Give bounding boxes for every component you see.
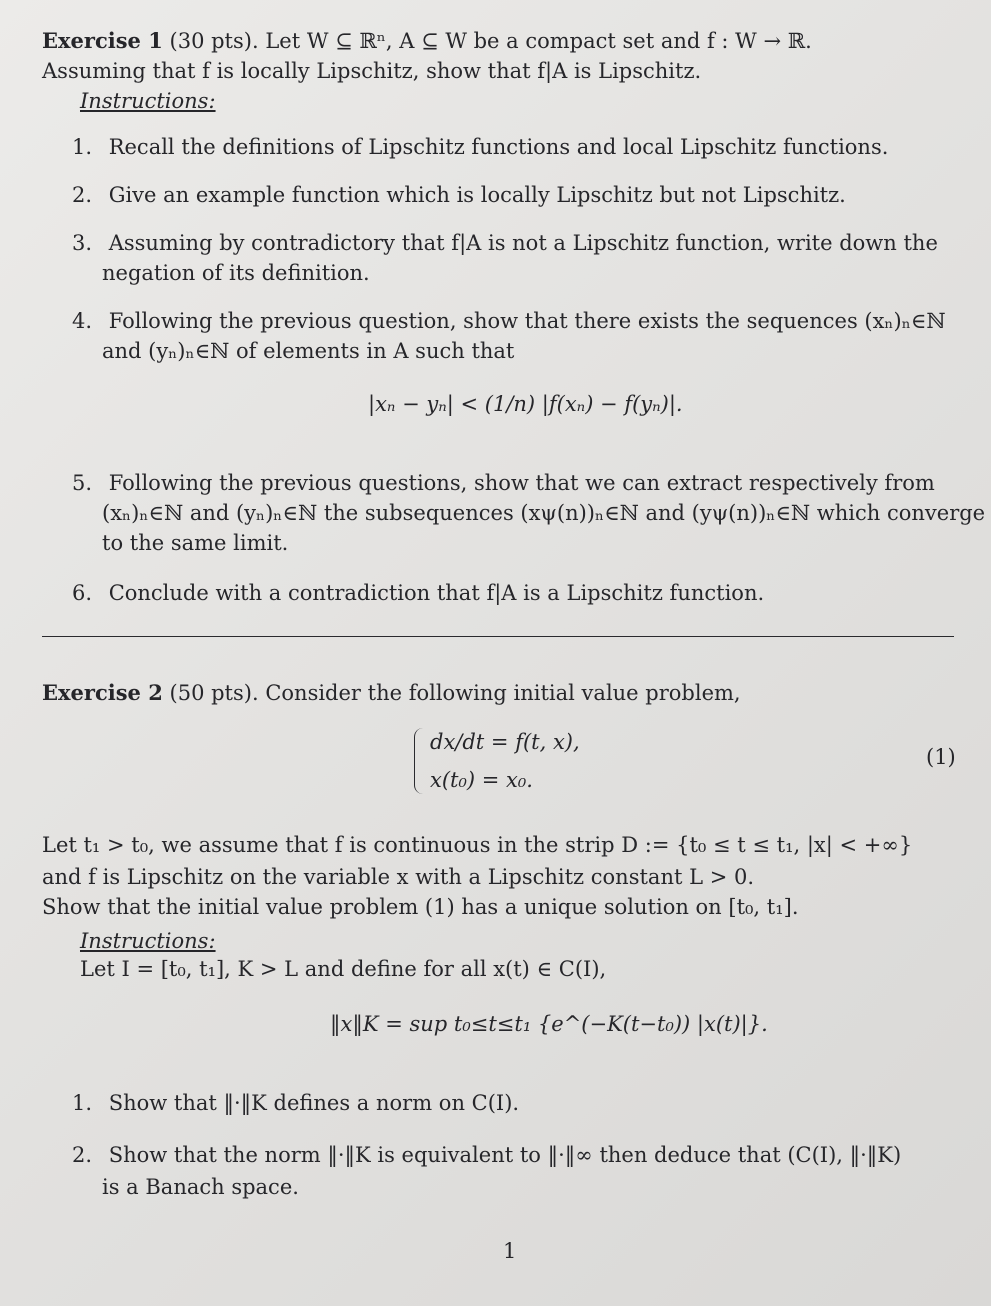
ex2-item-text: Show that the norm ‖·‖K is equivalent to ‖·‖∞ then deduce that (C(I), ‖·‖K) bbox=[108, 1143, 902, 1167]
ex1-item-text: Following the previous questions, show that we can extract respectively from bbox=[108, 471, 935, 495]
exercise1-intro-line2: Assuming that f is locally Lipschitz, show that f|A is Lipschitz. bbox=[42, 59, 702, 83]
ex1-item-text: Give an example function which is locally Lipschitz but not Lipschitz. bbox=[108, 183, 846, 207]
ex1-item-text: Recall the definitions of Lipschitz functions and local Lipschitz functions. bbox=[108, 135, 889, 159]
ex1-item-3 bbox=[72, 228, 938, 258]
exercise1-intro-line1: Let W ⊆ ℝⁿ, A ⊆ W be a compact set and f : W → ℝ. bbox=[265, 29, 812, 53]
ex1-item-text: Conclude with a contradiction that f|A is a Lipschitz function. bbox=[108, 581, 765, 605]
exercise2-points: (50 pts). bbox=[169, 681, 259, 705]
ex1-item-number: 4. bbox=[72, 309, 93, 333]
ex1-item-5 bbox=[72, 468, 935, 498]
exercise1-points: (30 pts). bbox=[169, 29, 259, 53]
page-number: 1 bbox=[503, 1239, 517, 1263]
exercise2-para-line1: Let t₁ > t₀, we assume that f is continuous in the strip D := {t₀ ≤ t ≤ t₁, |x| < +∞} bbox=[42, 833, 913, 857]
exercise1-intro bbox=[42, 26, 812, 56]
ex1-item-number: 3. bbox=[72, 231, 93, 255]
exercise2-intro bbox=[42, 678, 741, 708]
ex1-item-5-line3: to the same limit. bbox=[102, 531, 289, 555]
exercise2-heading: Exercise 2 bbox=[42, 680, 163, 705]
ex1-item-4 bbox=[72, 306, 946, 336]
ex2-item-text: Show that ‖·‖K defines a norm on C(I). bbox=[108, 1091, 520, 1115]
ex2-item-number: 2. bbox=[72, 1143, 93, 1167]
ex1-item-number: 5. bbox=[72, 471, 93, 495]
ex2-item-number: 1. bbox=[72, 1091, 93, 1115]
ex1-item-5-line2: (xₙ)ₙ∈ℕ and (yₙ)ₙ∈ℕ the subsequences (xψ(n))ₙ∈ℕ and (yψ(n))ₙ∈ℕ which converge bbox=[102, 501, 986, 525]
norm-definition: ‖x‖K = sup t₀≤t≤t₁ {e^(−K(t−t₀)) |x(t)|}. bbox=[330, 1012, 768, 1036]
exercise2-instructions-label: Instructions: bbox=[80, 929, 216, 953]
ex2-item-2 bbox=[72, 1140, 901, 1170]
exercise1-heading: Exercise 1 bbox=[42, 28, 163, 53]
ex2-item-1 bbox=[72, 1088, 519, 1118]
ex1-item-text: Assuming by contradictory that f|A is not a Lipschitz function, write down the bbox=[108, 231, 938, 255]
ex1-item-text: Following the previous question, show that there exists the sequences (xₙ)ₙ∈ℕ bbox=[108, 309, 946, 333]
ex1-item-3-line2: negation of its definition. bbox=[102, 261, 370, 285]
ex1-item-number: 2. bbox=[72, 183, 93, 207]
ex1-item-4-line2: and (yₙ)ₙ∈ℕ of elements in A such that bbox=[102, 339, 515, 363]
ex1-item-number: 1. bbox=[72, 135, 93, 159]
ex1-item-2 bbox=[72, 180, 846, 210]
exercise2-para-line3: Show that the initial value problem (1) has a unique solution on [t₀, t₁]. bbox=[42, 895, 799, 919]
exercise2-para-line2: and f is Lipschitz on the variable x with a Lipschitz constant L > 0. bbox=[42, 865, 755, 889]
equation-label: (1) bbox=[926, 745, 956, 769]
exercise1-instructions-label: Instructions: bbox=[80, 89, 216, 113]
system-equation-1: dx/dt = f(t, x), bbox=[430, 730, 580, 754]
exercise2-let-line: Let I = [t₀, t₁], K > L and define for all x(t) ∈ C(I), bbox=[80, 957, 607, 981]
ex1-item-number: 6. bbox=[72, 581, 93, 605]
ex2-item-2-line2: is a Banach space. bbox=[102, 1175, 299, 1199]
ex1-item-1 bbox=[72, 132, 888, 162]
section-divider bbox=[42, 636, 954, 637]
system-equation-2: x(t₀) = x₀. bbox=[430, 768, 533, 792]
inequality-formula: |xₙ − yₙ| < (1/n) |f(xₙ) − f(yₙ)|. bbox=[368, 392, 683, 416]
ex1-item-6 bbox=[72, 578, 764, 608]
exercise2-intro-text: Consider the following initial value problem, bbox=[265, 681, 741, 705]
system-brace bbox=[414, 728, 423, 794]
